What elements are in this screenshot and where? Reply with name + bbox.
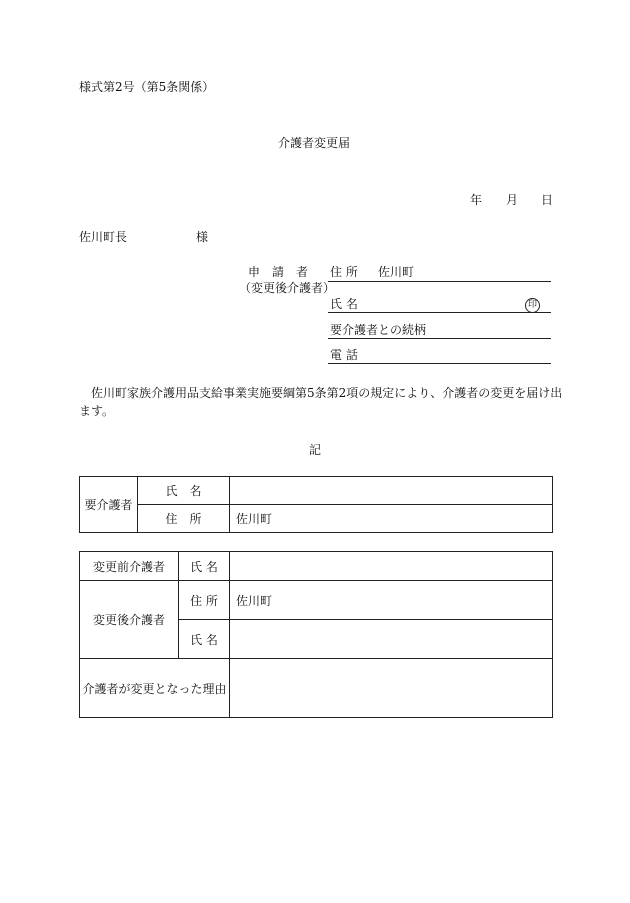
document-title: 介護者変更届 bbox=[278, 136, 351, 150]
form-number: 様式第2号（第5条関係） bbox=[79, 80, 215, 94]
care-recipient-name-label: 氏 名 bbox=[138, 477, 230, 505]
applicant-phone-label: 電 話 bbox=[330, 348, 358, 362]
body-text-line1: 佐川町家族介護用品支給事業実施要綱第5条第2項の規定により、介護者の変更を届け出 bbox=[91, 386, 563, 400]
addressee-name: 佐川町長 bbox=[79, 230, 128, 244]
seal-icon bbox=[525, 296, 540, 313]
body-text-line2: ます。 bbox=[79, 404, 115, 418]
before-caregiver-name-value[interactable] bbox=[230, 552, 553, 581]
applicant-label: 申 請 者 bbox=[248, 265, 309, 279]
before-caregiver-header: 変更前介護者 bbox=[80, 552, 179, 581]
change-reason-value[interactable] bbox=[230, 659, 553, 718]
care-recipient-address-label: 住 所 bbox=[138, 505, 230, 533]
applicant-address-line bbox=[328, 281, 551, 282]
before-caregiver-name-label: 氏 名 bbox=[179, 552, 230, 581]
applicant-sublabel: （変更後介護者） bbox=[239, 281, 336, 295]
applicant-name-label: 氏 名 bbox=[330, 297, 358, 311]
after-caregiver-address-label: 住 所 bbox=[179, 581, 230, 620]
after-caregiver-name-value[interactable] bbox=[230, 620, 553, 659]
addressee-honorific: 様 bbox=[196, 230, 209, 244]
applicant-address-value: 佐川町 bbox=[378, 265, 415, 279]
applicant-name-line bbox=[328, 312, 551, 313]
applicant-phone-line bbox=[328, 363, 551, 364]
date-month: 月 bbox=[506, 193, 519, 207]
change-reason-label: 介護者が変更となった理由 bbox=[80, 659, 230, 718]
applicant-relation-label: 要介護者との続柄 bbox=[330, 323, 427, 337]
care-recipient-address-value[interactable]: 佐川町 bbox=[230, 505, 553, 533]
after-caregiver-header: 変更後介護者 bbox=[80, 581, 179, 659]
care-recipient-table bbox=[79, 476, 553, 533]
seal-mark: 印 bbox=[525, 298, 540, 313]
caregiver-change-table bbox=[79, 551, 553, 718]
care-recipient-name-value[interactable] bbox=[230, 477, 553, 505]
applicant-relation-line bbox=[328, 338, 551, 339]
applicant-address-label: 住 所 bbox=[330, 265, 358, 279]
date-year: 年 bbox=[470, 193, 483, 207]
after-caregiver-name-label: 氏 名 bbox=[179, 620, 230, 659]
record-mark: 記 bbox=[309, 443, 322, 457]
after-caregiver-address-value[interactable]: 佐川町 bbox=[230, 581, 553, 620]
care-recipient-header: 要介護者 bbox=[80, 477, 138, 533]
date-day: 日 bbox=[541, 193, 554, 207]
